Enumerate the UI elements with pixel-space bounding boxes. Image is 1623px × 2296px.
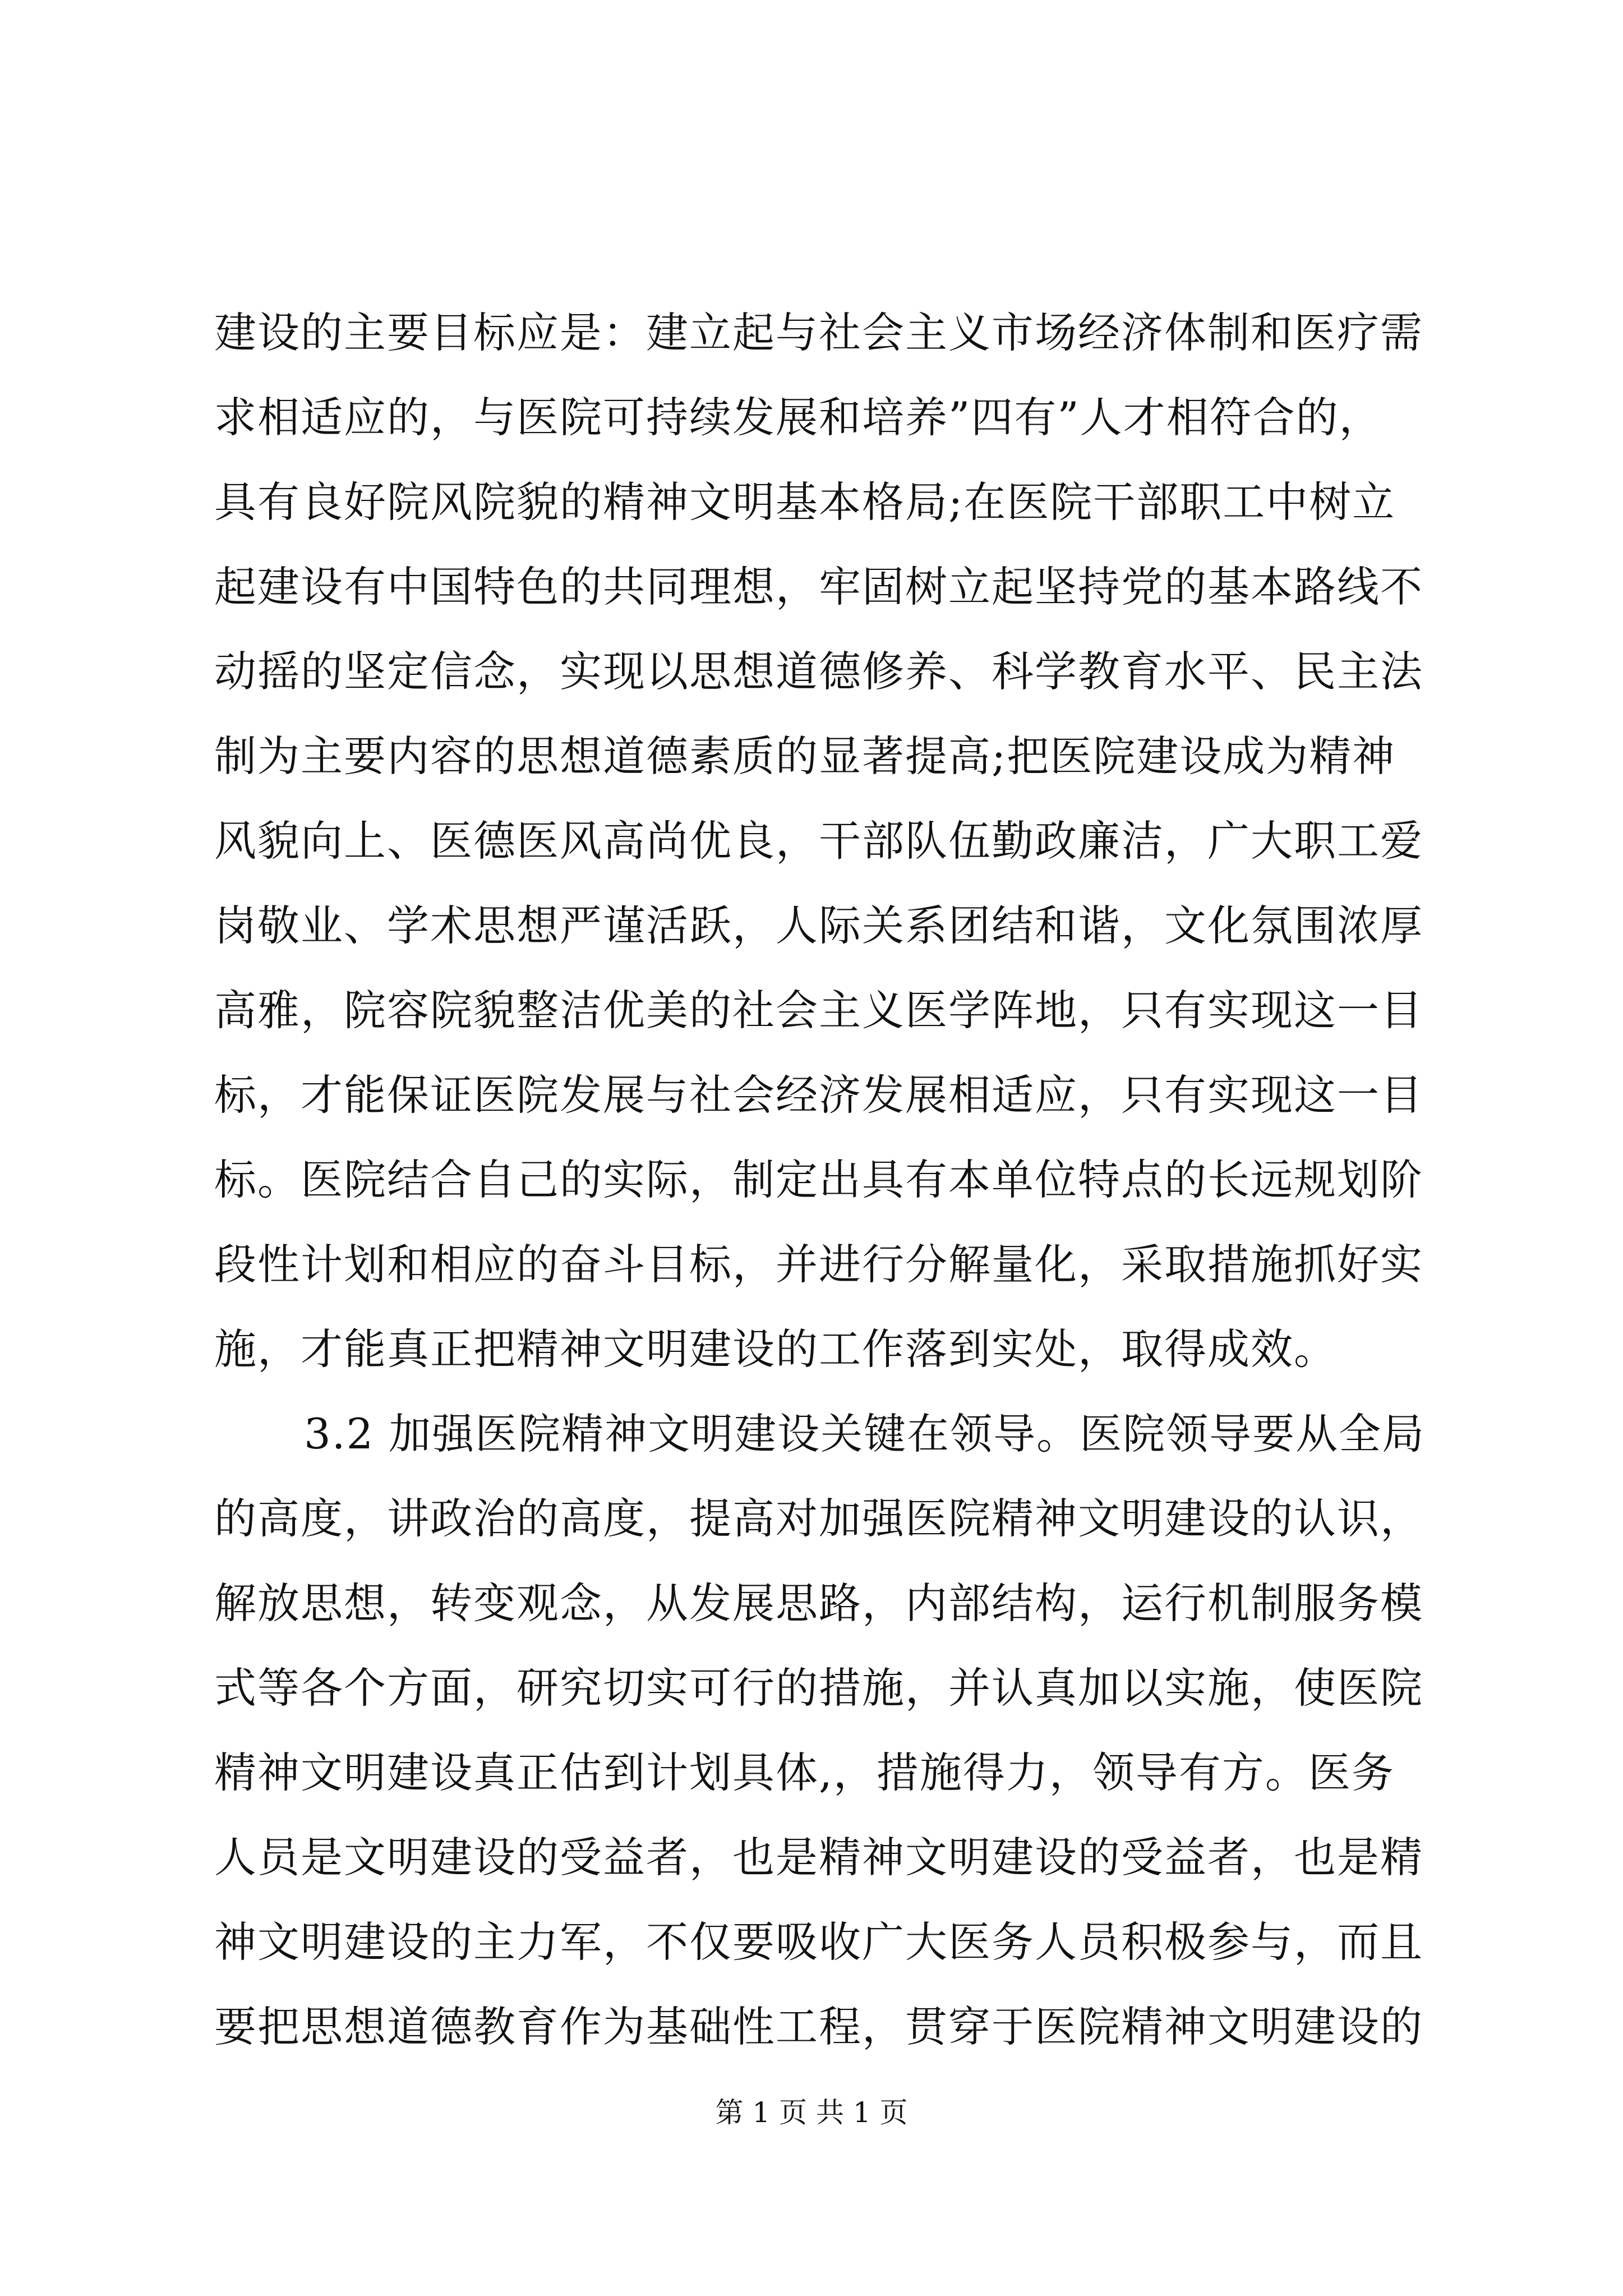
text-line: 施，才能真正把精神文明建设的工作落到实处，取得成效。	[214, 1324, 1338, 1374]
text-line: 制为主要内容的思想道德素质的显著提高;把医院建设成为精神	[214, 731, 1396, 781]
text-line: 标，才能保证医院发展与社会经济发展相适应，只有实现这一目	[214, 1070, 1424, 1120]
page-footer: 第 1 页 共 1 页	[715, 2096, 908, 2129]
text-line: 段性计划和相应的奋斗目标，并进行分解量化，采取措施抓好实	[214, 1240, 1424, 1289]
text-line: 神文明建设的主力军，不仅要吸收广大医务人员积极参与，而且	[214, 1917, 1424, 1967]
text-line: 风貌向上、医德医风高尚优良，干部队伍勤政廉洁，广大职工爱	[214, 816, 1424, 866]
text-line: 求相适应的，与医院可持续发展和培养”四有”人才相符合的，	[214, 393, 1382, 442]
text-line: 岗敬业、学术思想严谨活跃，人际关系团结和谐，文化氛围浓厚	[214, 901, 1424, 950]
text-line: 解放思想，转变观念，从发展思路，内部结构，运行机制服务模	[214, 1579, 1424, 1628]
text-line: 动摇的坚定信念，实现以思想道德修养、科学教育水平、民主法	[214, 647, 1424, 696]
text-line: 的高度，讲政治的高度，提高对加强医院精神文明建设的认识，	[214, 1494, 1424, 1543]
text-line: 要把思想道德教育作为基础性工程，贯穿于医院精神文明建设的	[214, 2002, 1424, 2051]
text-line: 式等各个方面，研究切实可行的措施，并认真加以实施，使医院	[214, 1663, 1424, 1713]
text-line: 建设的主要目标应是：建立起与社会主义市场经济体制和医疗需	[214, 308, 1424, 357]
text-line: 高雅，院容院貌整洁优美的社会主义医学阵地，只有实现这一目	[214, 986, 1424, 1035]
text-line: 精神文明建设真正估到计划具体,，措施得力，领导有方。医务	[214, 1748, 1395, 1797]
text-line: 人员是文明建设的受益者，也是精神文明建设的受益者，也是精	[214, 1833, 1424, 1882]
text-line: 具有良好院风院貌的精神文明基本格局;在医院干部职工中树立	[214, 477, 1396, 527]
text-line: 起建设有中国特色的共同理想，牢固树立起坚持党的基本路线不	[214, 562, 1424, 611]
text-line: 标。医院结合自己的实际，制定出具有本单位特点的长远规划阶	[214, 1155, 1424, 1204]
body-text	[214, 291, 1426, 2069]
section-heading-line: 3.2 加强医院精神文明建设关键在领导。医院领导要从全局	[304, 1409, 1426, 1458]
